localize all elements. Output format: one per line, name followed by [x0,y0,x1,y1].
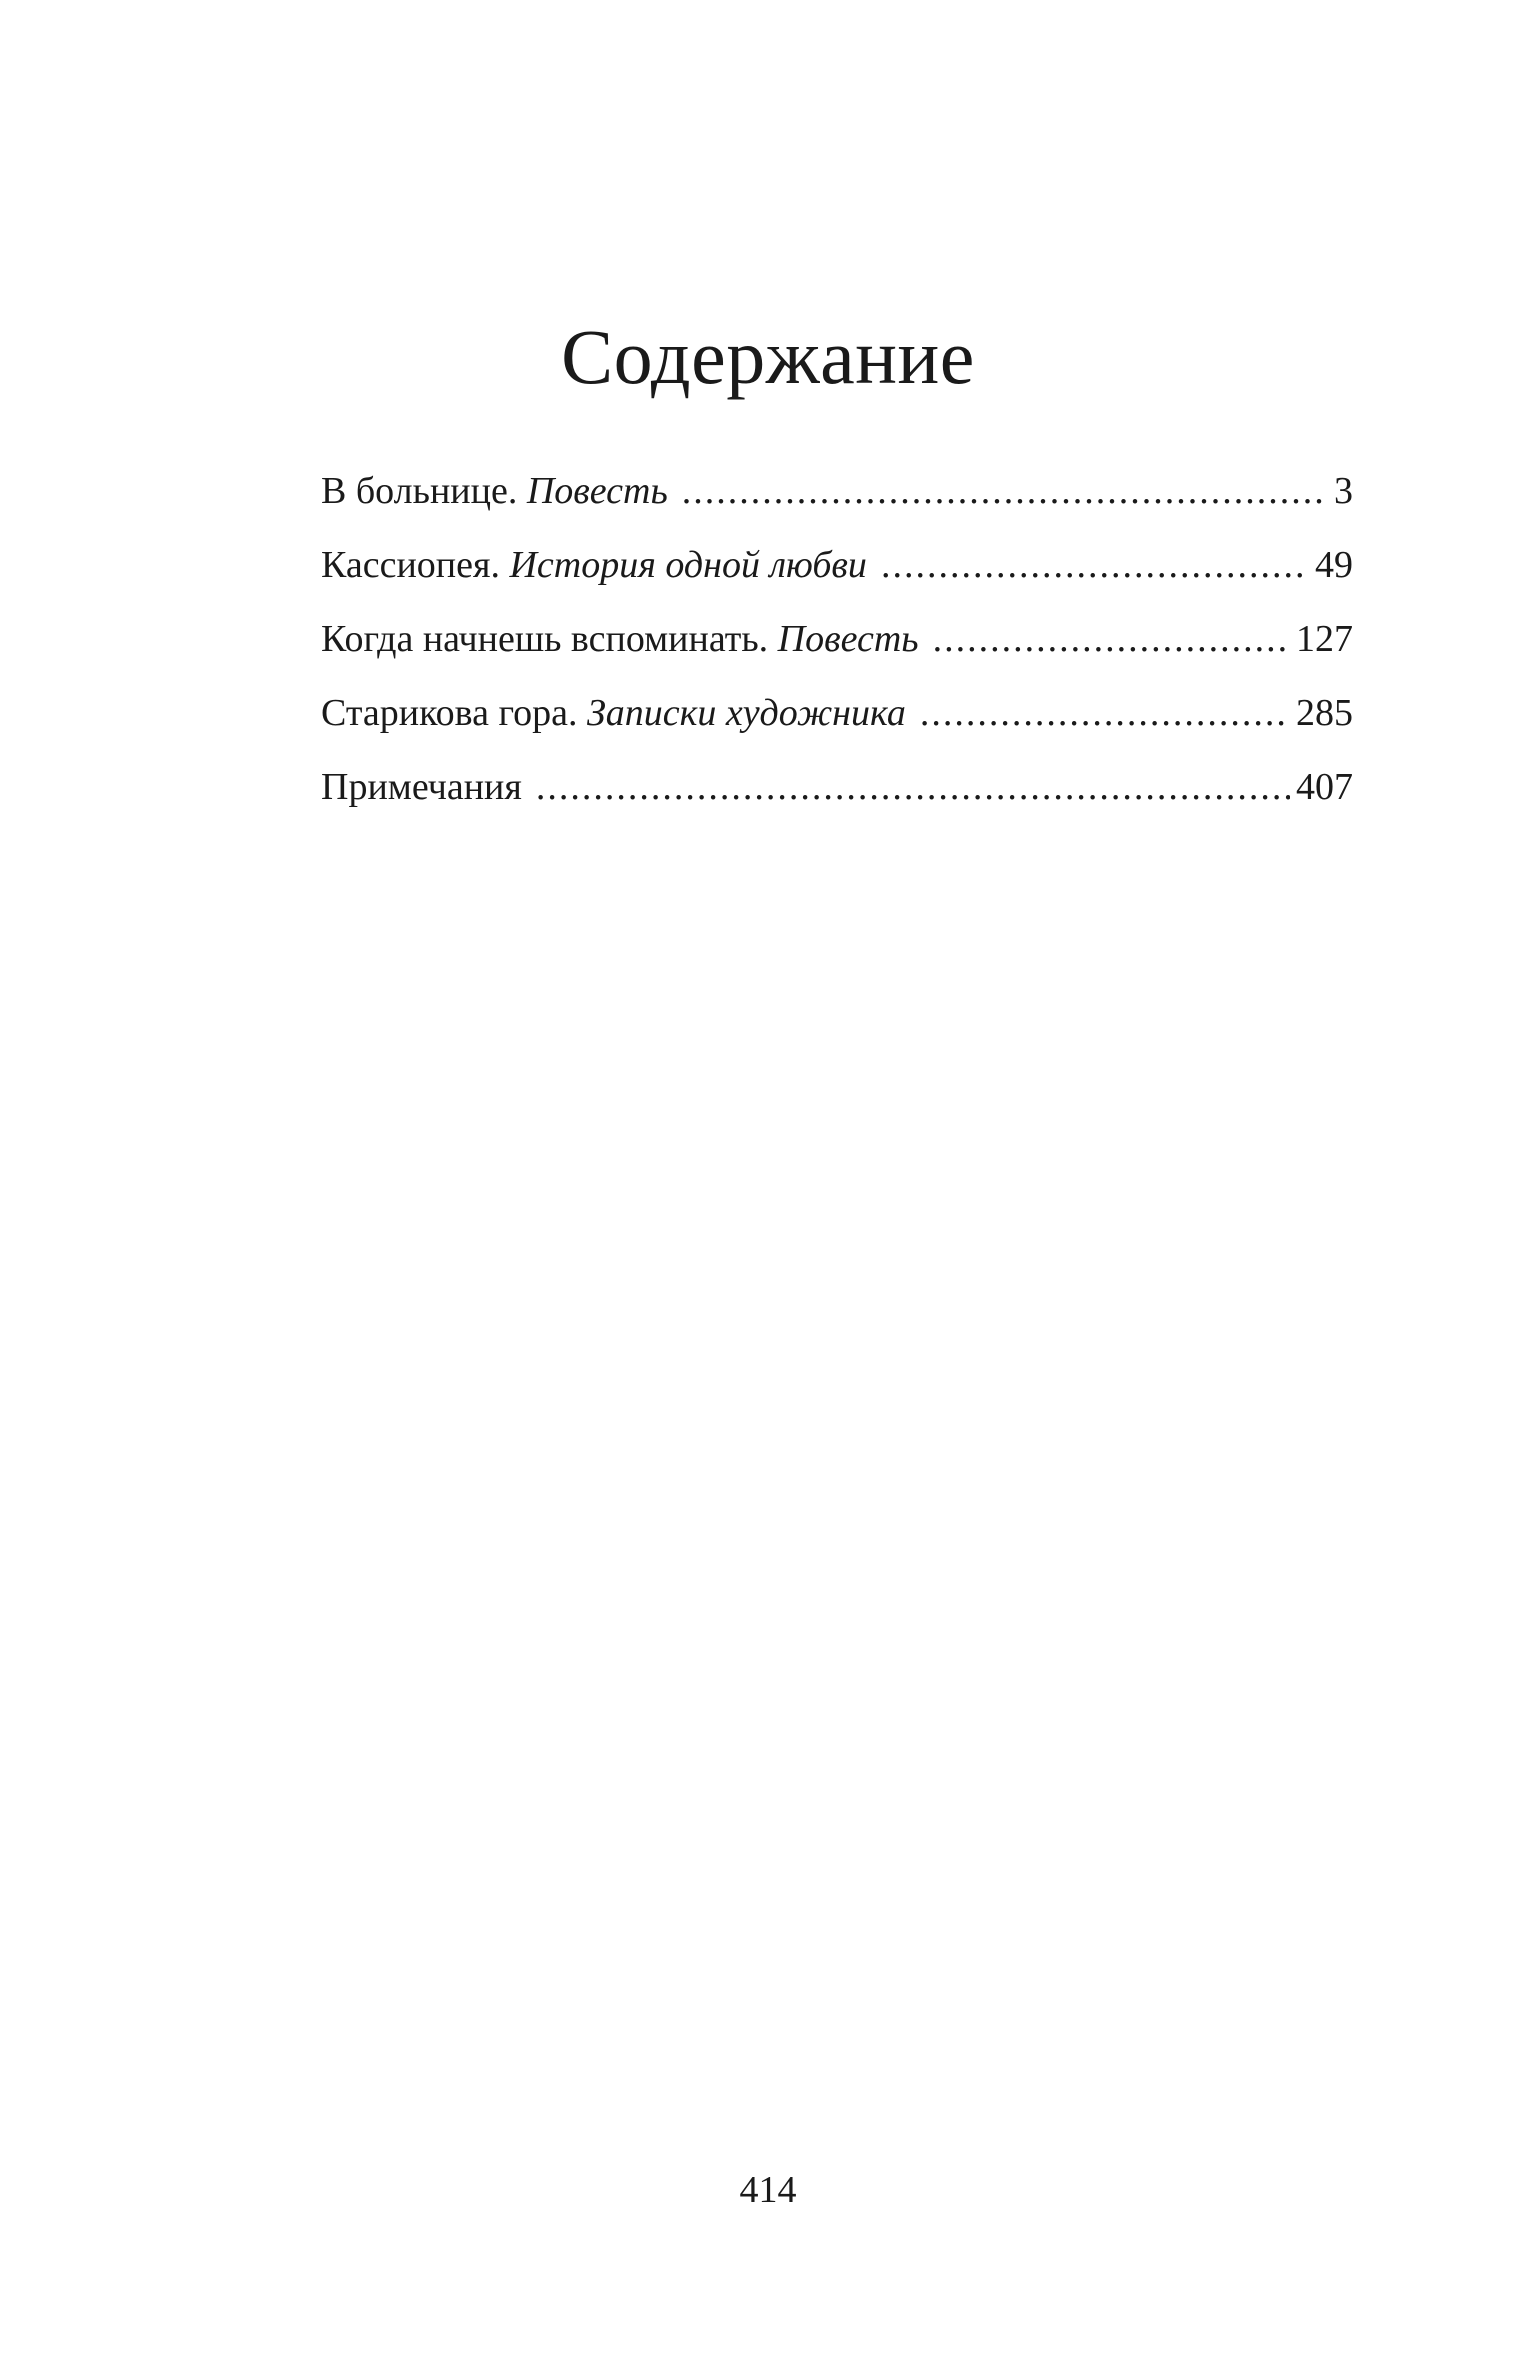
dot-leader [933,612,1290,666]
toc-entry-primechaniya[interactable] [321,760,1353,834]
toc-entry-main-title: Старикова гора. [321,692,587,734]
toc-entry-v-bolnitse[interactable] [321,464,1353,538]
toc-entry-starikova-gora[interactable] [321,686,1353,760]
dot-leader [682,464,1328,518]
toc-entry-subtitle: История одной любви [509,544,867,586]
toc-entry-kassiopeya[interactable] [321,538,1353,612]
toc-entry-main-title: Кассиопея. [321,544,510,586]
toc-entry-page-number: 49 [1315,544,1353,586]
toc-entry-subtitle: Записки художника [586,692,906,734]
toc-entry-title [321,686,906,740]
table-of-contents [321,464,1353,834]
toc-entry-subtitle: Повесть [777,618,919,660]
page-title: Содержание [561,313,975,400]
dot-leader [920,686,1290,740]
toc-entry-page-number: 407 [1296,766,1353,808]
toc-entry-kogda-nachnesh-vspominat[interactable] [321,612,1353,686]
dot-leader [881,538,1309,592]
toc-entry-page-number: 285 [1296,692,1353,734]
toc-entry-subtitle: Повесть [526,470,668,512]
toc-entry-title [321,464,668,518]
toc-entry-main-title: Примечания [321,766,522,808]
toc-entry-title [321,760,522,814]
toc-entry-main-title: В больнице. [321,470,527,512]
dot-leader [536,760,1290,814]
toc-entry-title [321,538,867,592]
toc-entry-page-number: 127 [1296,618,1353,660]
page-number: 414 [739,2169,797,2211]
toc-entry-title [321,612,919,666]
toc-entry-page-number: 3 [1334,470,1353,512]
toc-entry-main-title: Когда начнешь вспоминать. [321,618,778,660]
